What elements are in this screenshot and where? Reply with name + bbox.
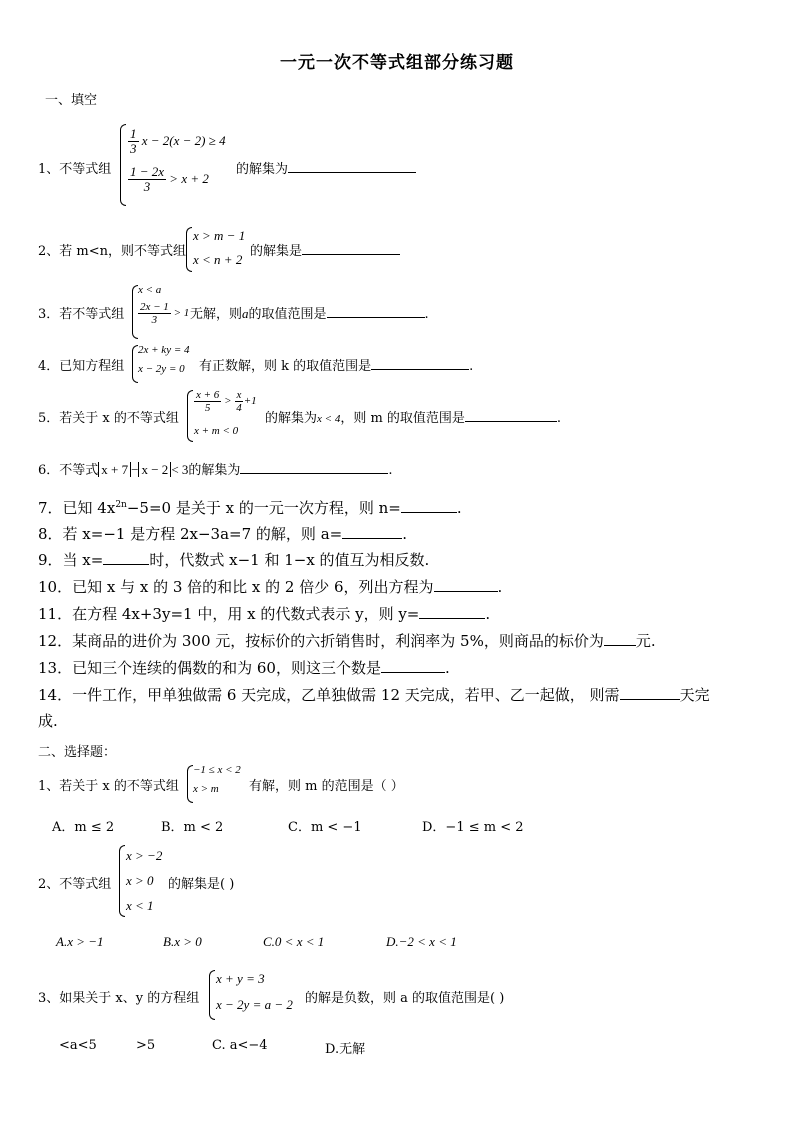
c2-option-b[interactable]: B.x > 0 bbox=[163, 934, 202, 949]
c3-prefix: 3、如果关于 x、y 的方程组 bbox=[38, 991, 200, 1006]
c2-brace bbox=[119, 845, 125, 917]
q3-line2-fraction: $\frac{2x - 1}{3}$ bbox=[140, 301, 169, 327]
q2-answer-blank[interactable] bbox=[302, 242, 400, 255]
q11: 11．在方程 4x+3y=1 中，用 x 的代数式表示 y，则 y= . bbox=[38, 605, 491, 623]
q8: 8．若 x=−1 是方程 2x−3a=7 的解，则 a= . bbox=[38, 525, 407, 543]
q3-prefix: 3．若不等式组 bbox=[38, 307, 125, 322]
c1-option-c[interactable]: C．m < −1 bbox=[288, 820, 362, 835]
q13-answer-blank[interactable] bbox=[381, 660, 445, 673]
c1-prefix: 1、若关于 x 的不等式组 bbox=[38, 779, 179, 794]
q6-answer-blank[interactable] bbox=[240, 461, 388, 474]
q14-answer-blank[interactable] bbox=[620, 687, 680, 700]
q4-suffix: 有正数解，则 k 的取值范围是 . bbox=[199, 359, 474, 374]
q9-answer-blank[interactable] bbox=[103, 552, 149, 565]
q1-line1-rest: x − 2(x − 2) ≥ 4 bbox=[141, 132, 226, 148]
q4-line2: x − 2y = 0 bbox=[138, 363, 185, 375]
q7-answer-blank[interactable] bbox=[401, 500, 457, 513]
q5-frac-a: $\frac{x + 6}{5}$ bbox=[196, 389, 220, 415]
section-2-heading: 二、选择题： bbox=[38, 745, 117, 760]
c2-option-a[interactable]: A.x > −1 bbox=[56, 934, 104, 949]
q1-line2-rest: > x + 2 bbox=[169, 170, 209, 186]
q5-frac-b: $\frac{x}{4}$ bbox=[236, 389, 242, 415]
q1-suffix: 的解集为 bbox=[236, 158, 416, 177]
c2-prefix: 2、不等式组 bbox=[38, 877, 112, 892]
q5-answer-blank[interactable] bbox=[465, 409, 557, 422]
c3-option-c[interactable]: C. a<−4 bbox=[212, 1038, 268, 1053]
c3-option-d[interactable]: D.无解 bbox=[325, 1042, 366, 1057]
q10: 10．已知 x 与 x 的 3 倍的和比 x 的 2 倍少 6，列出方程为 . bbox=[38, 578, 503, 596]
q13: 13．已知三个连续的偶数的和为 60，则这三个数是 . bbox=[38, 659, 450, 677]
q6-abs-1: x + 7 bbox=[98, 462, 131, 477]
c1-option-b[interactable]: B．m < 2 bbox=[161, 820, 224, 835]
c1-suffix: 有解，则 m 的范围是（ ） bbox=[249, 779, 404, 794]
q2-line1: x > m − 1 bbox=[193, 228, 246, 243]
c1-line1: −1 ≤ x < 2 bbox=[193, 764, 241, 776]
q5-suffix: 的解集为x < 4，则 m 的取值范围是 . bbox=[265, 411, 562, 426]
c2-suffix: 的解集是( ) bbox=[168, 877, 235, 892]
c2-line3: x < 1 bbox=[126, 898, 154, 913]
c1-option-a[interactable]: A．m ≤ 2 bbox=[52, 820, 115, 835]
section-1-heading: 一、填空 bbox=[45, 93, 98, 108]
c2-line2: x > 0 bbox=[126, 873, 154, 888]
q14: 14．一件工作，甲单独做需 6 天完成，乙单独做需 12 天完成，若甲、乙一起做， 则需 天完 bbox=[38, 686, 710, 704]
c3-option-a[interactable]: <a<5 bbox=[59, 1038, 97, 1053]
q1-line2-fraction: $\frac{1 - 2x}{3}$ bbox=[130, 164, 165, 195]
q4-line1: 2x + ky = 4 bbox=[138, 344, 190, 356]
c3-suffix: 的解是负数，则 a 的取值范围是( ) bbox=[305, 991, 505, 1006]
c3-brace bbox=[209, 970, 215, 1020]
q6-abs-2: x − 2 bbox=[138, 462, 171, 477]
q2-prefix: 2、若 m<n，则不等式组 bbox=[38, 244, 186, 259]
c1-line2: x > m bbox=[193, 783, 219, 795]
q11-answer-blank[interactable] bbox=[419, 606, 485, 619]
c2-option-d[interactable]: D.−2 < x < 1 bbox=[386, 934, 457, 949]
q9: 9．当 x= 时，代数式 x−1 和 1−x 的值互为相反数. bbox=[38, 551, 430, 569]
page-title: 一元一次不等式组部分练习题 bbox=[280, 53, 514, 73]
q5-prefix: 5．若关于 x 的不等式组 bbox=[38, 411, 179, 426]
q4-answer-blank[interactable] bbox=[371, 357, 469, 370]
q3-line2-rest: > 1 bbox=[173, 307, 190, 320]
q12-answer-blank[interactable] bbox=[604, 633, 636, 646]
q8-answer-blank[interactable] bbox=[342, 526, 402, 539]
q5-brace bbox=[187, 390, 193, 442]
q2-line2: x < n + 2 bbox=[193, 252, 243, 267]
q2-brace bbox=[186, 227, 192, 272]
q4-prefix: 4．已知方程组 bbox=[38, 359, 125, 374]
q1-line1-fraction: $\frac{1}{3}$ bbox=[130, 126, 137, 157]
q14-continued: 成. bbox=[38, 712, 58, 730]
q5-line2: x + m < 0 bbox=[194, 425, 239, 437]
q1-prefix: 1、不等式组 bbox=[38, 162, 112, 177]
c2-line1: x > −2 bbox=[126, 848, 163, 863]
q12: 12．某商品的进价为 300 元，按标价的六折销售时，利润率为 5%，则商品的标价为 元. bbox=[38, 632, 656, 650]
q3-line1: x < a bbox=[138, 284, 162, 296]
q3-answer-blank[interactable] bbox=[327, 305, 425, 318]
q10-answer-blank[interactable] bbox=[434, 579, 498, 592]
c3-line2: x − 2y = a − 2 bbox=[216, 997, 293, 1012]
c3-option-b[interactable]: >5 bbox=[136, 1038, 156, 1053]
q2-suffix: 的解集是 bbox=[250, 240, 400, 259]
q7: 7．已知 $4x^{2n}-5=0$ 是关于 x 的一元一次方程，则 n= . bbox=[38, 499, 462, 517]
c3-line1: x + y = 3 bbox=[216, 971, 265, 986]
q3-suffix: 无解，则a的取值范围是 . bbox=[190, 306, 429, 322]
c1-option-d[interactable]: D．−1 ≤ m < 2 bbox=[422, 820, 524, 835]
c2-option-c[interactable]: C.0 < x < 1 bbox=[263, 934, 325, 949]
q6: 6．不等式 x + 7 − x − 2 < 3的解集为 . bbox=[38, 462, 393, 478]
q1-brace bbox=[120, 124, 126, 206]
q1-answer-blank[interactable] bbox=[288, 160, 416, 173]
